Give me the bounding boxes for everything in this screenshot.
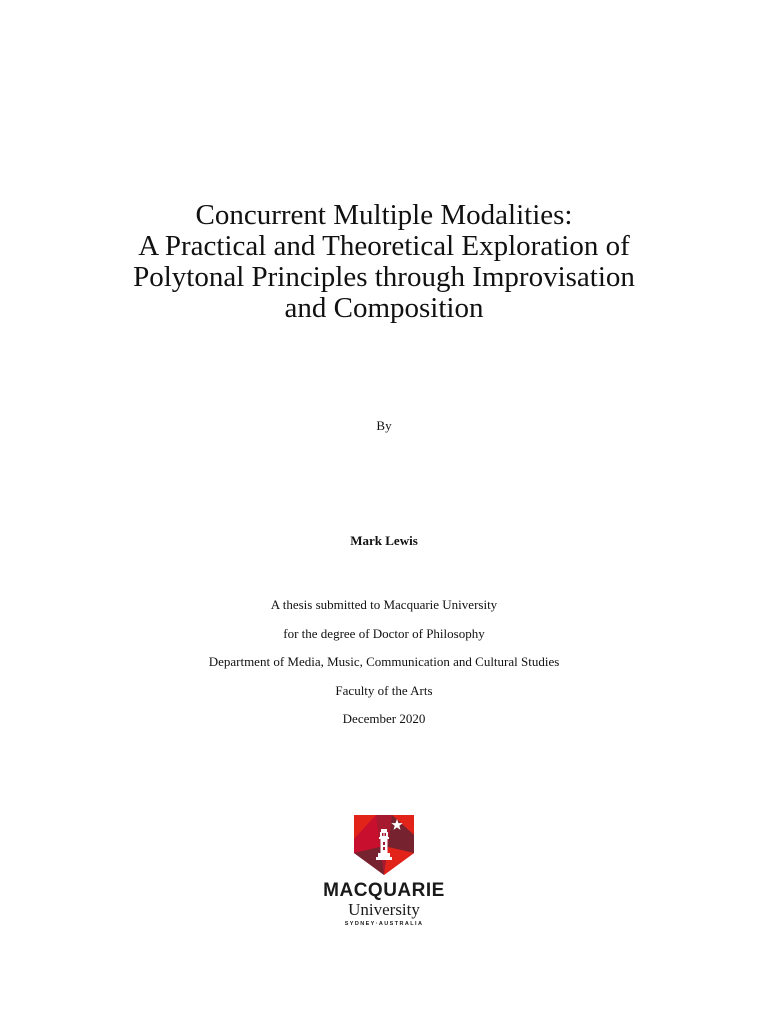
title-line-4: and Composition: [284, 292, 484, 324]
university-logo: [0, 815, 768, 927]
title-line-1: Concurrent Multiple Modalities:: [195, 199, 573, 231]
thesis-details: [0, 596, 768, 739]
title-line-3: Polytonal Principles through Improvisation: [133, 261, 635, 293]
submission-date: December 2020: [342, 711, 426, 726]
title-line-2: A Practical and Theoretical Exploration of: [138, 230, 630, 262]
department: Department of Media, Music, Communication and Cultural Studies: [208, 654, 560, 669]
submission-statement: A thesis submitted to Macquarie University: [270, 597, 498, 612]
faculty: Faculty of the Arts: [335, 682, 433, 698]
thesis-title: [0, 200, 768, 324]
degree-statement: for the degree of Doctor of Philosophy: [283, 625, 485, 641]
macquarie-crest-icon: [354, 815, 414, 875]
logo-university: University: [348, 900, 420, 919]
by-label: By: [376, 418, 392, 433]
author-name: Mark Lewis: [350, 533, 418, 548]
logo-wordmark: MACQUARIE: [323, 880, 445, 901]
logo-location: SYDNEY·AUSTRALIA: [344, 921, 424, 927]
